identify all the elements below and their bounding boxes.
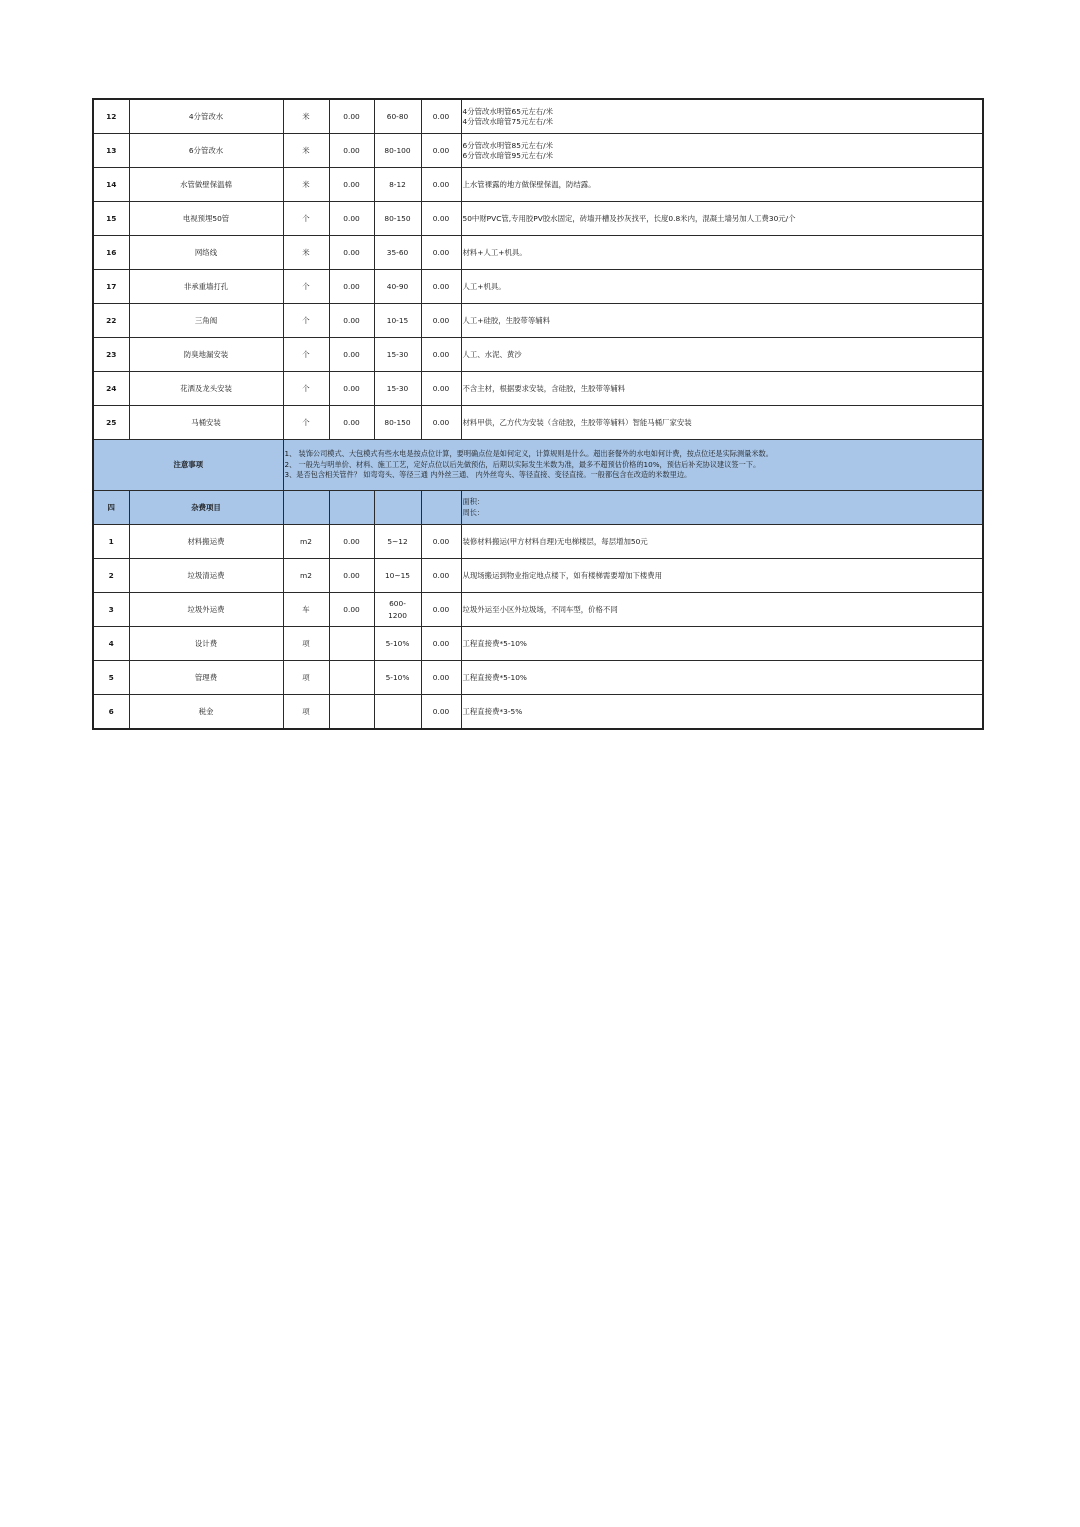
item-unit-price [374,695,421,730]
item-name: 网络线 [129,236,283,270]
item-description-line: 50中财PVC管,专用胶PV胶水固定，砖墙开槽及抄灰找平，长度0.8米内，混凝土墙另加人工费30元/个 [462,213,796,223]
table-row [93,304,983,338]
item-unit: 项 [283,661,329,695]
item-description-line: 材料+人工+机具。 [462,247,527,257]
item-unit: 个 [283,338,329,372]
item-total: 0.00 [421,134,461,168]
item-unit-price: 35-60 [374,236,421,270]
section-unit-cell [283,491,329,525]
item-quantity: 0.00 [329,202,374,236]
item-total: 0.00 [421,304,461,338]
quote-table [92,98,984,730]
table-row [93,525,983,559]
item-quantity: 0.00 [329,559,374,593]
misc-fee-items [93,525,983,730]
item-description-line: 从现场搬运到物业指定地点楼下，如有楼梯需要增加下楼费用 [462,570,663,580]
table-row [93,372,983,406]
item-unit: 项 [283,627,329,661]
item-name: 马桶安装 [129,406,283,440]
item-unit-price: 80-150 [374,406,421,440]
table-row [93,695,983,730]
section-qty-cell [329,491,374,525]
item-name: 非承重墙打孔 [129,270,283,304]
item-name: 防臭地漏安装 [129,338,283,372]
item-quantity: 0.00 [329,525,374,559]
section-desc [461,491,983,525]
item-unit: 个 [283,270,329,304]
notes-row [93,440,983,491]
item-total: 0.00 [421,627,461,661]
item-quantity: 0.00 [329,168,374,202]
item-total: 0.00 [421,525,461,559]
item-unit-price-line: 600- [389,598,406,608]
item-description-line: 不含主材，根据要求安装，含硅胶，生胶带等辅料 [462,383,626,393]
item-total: 0.00 [421,406,461,440]
item-description [461,338,983,372]
item-quantity: 0.00 [329,236,374,270]
item-number: 1 [93,525,129,559]
item-description [461,202,983,236]
item-description [461,627,983,661]
table-row [93,99,983,134]
item-quantity: 0.00 [329,406,374,440]
item-name: 电视预埋50管 [129,202,283,236]
item-name: 花洒及龙头安装 [129,372,283,406]
item-quantity [329,695,374,730]
item-name: 垃圾外运费 [129,593,283,627]
item-name: 垃圾清运费 [129,559,283,593]
table-row [93,270,983,304]
item-name: 水管做壁保温棉 [129,168,283,202]
item-unit-price [374,593,421,627]
item-description [461,99,983,134]
item-description-line: 4分管改水明管65元左右/米 [462,106,554,116]
item-total: 0.00 [421,168,461,202]
item-quantity: 0.00 [329,270,374,304]
item-unit: 米 [283,168,329,202]
item-description [461,134,983,168]
item-quantity: 0.00 [329,99,374,134]
item-description [461,406,983,440]
notes-line-2: 2、 一般先与明单价、材料、施工工艺，定好点位以后先做预估，后期以实际发生米数为准，最多不超预估价格的10%，预估后补充协议建议签一下。 [284,459,761,469]
item-name: 材料搬运费 [129,525,283,559]
table-row [93,134,983,168]
item-name: 6分管改水 [129,134,283,168]
item-description [461,593,983,627]
item-unit: 个 [283,406,329,440]
item-unit: m2 [283,559,329,593]
table-row [93,559,983,593]
item-number: 23 [93,338,129,372]
item-unit-price: 10-15 [374,304,421,338]
item-total: 0.00 [421,338,461,372]
section-perimeter-label: 周长： [462,507,485,517]
item-unit: 个 [283,372,329,406]
item-description [461,168,983,202]
item-unit: 米 [283,99,329,134]
item-total: 0.00 [421,559,461,593]
water-electric-items [93,99,983,440]
table-row [93,627,983,661]
section-header-row [93,491,983,525]
item-name: 三角阀 [129,304,283,338]
item-number: 25 [93,406,129,440]
item-description [461,525,983,559]
table-row [93,338,983,372]
item-number: 24 [93,372,129,406]
table-row [93,236,983,270]
section-title: 杂费项目 [129,491,283,525]
item-name: 设计费 [129,627,283,661]
item-total: 0.00 [421,695,461,730]
item-number: 16 [93,236,129,270]
item-description-line: 人工+机具。 [462,281,506,291]
item-unit-price: 5~12 [374,525,421,559]
section-area-label: 面积： [462,496,485,506]
item-unit: 米 [283,236,329,270]
item-number: 5 [93,661,129,695]
item-description [461,304,983,338]
item-number: 12 [93,99,129,134]
table-row [93,202,983,236]
table-row [93,168,983,202]
item-unit: 个 [283,304,329,338]
item-unit: 项 [283,695,329,730]
notes-content [283,440,983,491]
section-number: 四 [93,491,129,525]
item-total: 0.00 [421,202,461,236]
item-unit-price: 15-30 [374,338,421,372]
item-description [461,270,983,304]
item-description [461,661,983,695]
item-description-line: 垃圾外运至小区外垃圾场，不同车型，价格不同 [462,604,618,614]
item-quantity [329,627,374,661]
table-row [93,593,983,627]
item-total: 0.00 [421,99,461,134]
item-total: 0.00 [421,236,461,270]
notes-label: 注意事项 [93,440,283,491]
notes-line-3: 3、是否包含相关管件？ 如弯弯头、等径三通 内外丝三通、 内外丝弯头、等径直接、变径直接。一般都包含在改造的米数里边。 [284,470,692,480]
item-unit-price: 8-12 [374,168,421,202]
item-number: 14 [93,168,129,202]
item-name: 管理费 [129,661,283,695]
item-quantity: 0.00 [329,134,374,168]
section-total-cell [421,491,461,525]
notes-block [93,440,983,525]
item-unit-price: 5-10% [374,661,421,695]
item-description-line: 装修材料搬运(甲方材料自理)无电梯楼层，每层增加50元 [462,536,648,546]
item-number: 13 [93,134,129,168]
item-description-line: 6分管改水明管85元左右/米 [462,140,554,150]
item-quantity: 0.00 [329,593,374,627]
table-row [93,661,983,695]
item-unit-price: 15-30 [374,372,421,406]
item-unit-price: 80-100 [374,134,421,168]
item-description-line: 人工、水泥、黄沙 [462,349,522,359]
item-description [461,695,983,730]
item-total: 0.00 [421,661,461,695]
item-total: 0.00 [421,372,461,406]
item-quantity: 0.00 [329,372,374,406]
item-unit: m2 [283,525,329,559]
item-description [461,372,983,406]
item-unit: 个 [283,202,329,236]
item-unit-price: 5-10% [374,627,421,661]
item-number: 17 [93,270,129,304]
item-number: 2 [93,559,129,593]
item-description-line: 工程直接费*3-5% [462,706,523,716]
item-name: 税金 [129,695,283,730]
item-unit-price: 40-90 [374,270,421,304]
notes-line-1: 1、 装饰公司模式、大包模式有些水电是按点位计算，要明确点位是如何定义，计算规则是什么。超出套餐外的水电如何计费，按点位还是实际测量米数。 [284,448,773,458]
item-description-line: 上水管裸露的地方做保壁保温，防结露。 [462,179,596,189]
item-quantity: 0.00 [329,304,374,338]
item-unit-price: 80-150 [374,202,421,236]
item-description-line: 6分管改水暗管95元左右/米 [462,150,554,160]
item-unit-price-line: 1200 [388,610,407,620]
item-number: 3 [93,593,129,627]
item-number: 4 [93,627,129,661]
item-description [461,559,983,593]
item-unit: 米 [283,134,329,168]
item-number: 22 [93,304,129,338]
item-name: 4分管改水 [129,99,283,134]
item-number: 15 [93,202,129,236]
item-number: 6 [93,695,129,730]
item-quantity [329,661,374,695]
section-price-cell [374,491,421,525]
item-description-line: 工程直接费*5-10% [462,638,527,648]
item-total: 0.00 [421,593,461,627]
item-total: 0.00 [421,270,461,304]
item-description-line: 4分管改水暗管75元左右/米 [462,116,554,126]
item-description-line: 工程直接费*5-10% [462,672,527,682]
item-description-line: 材料甲供，乙方代为安装（含硅胶，生胶带等辅料）智能马桶厂家安装 [462,417,692,427]
table-row [93,406,983,440]
item-unit-price: 10~15 [374,559,421,593]
item-description [461,236,983,270]
item-quantity: 0.00 [329,338,374,372]
item-description-line: 人工+硅胶，生胶带等辅料 [462,315,550,325]
item-unit-price: 60-80 [374,99,421,134]
item-unit: 车 [283,593,329,627]
